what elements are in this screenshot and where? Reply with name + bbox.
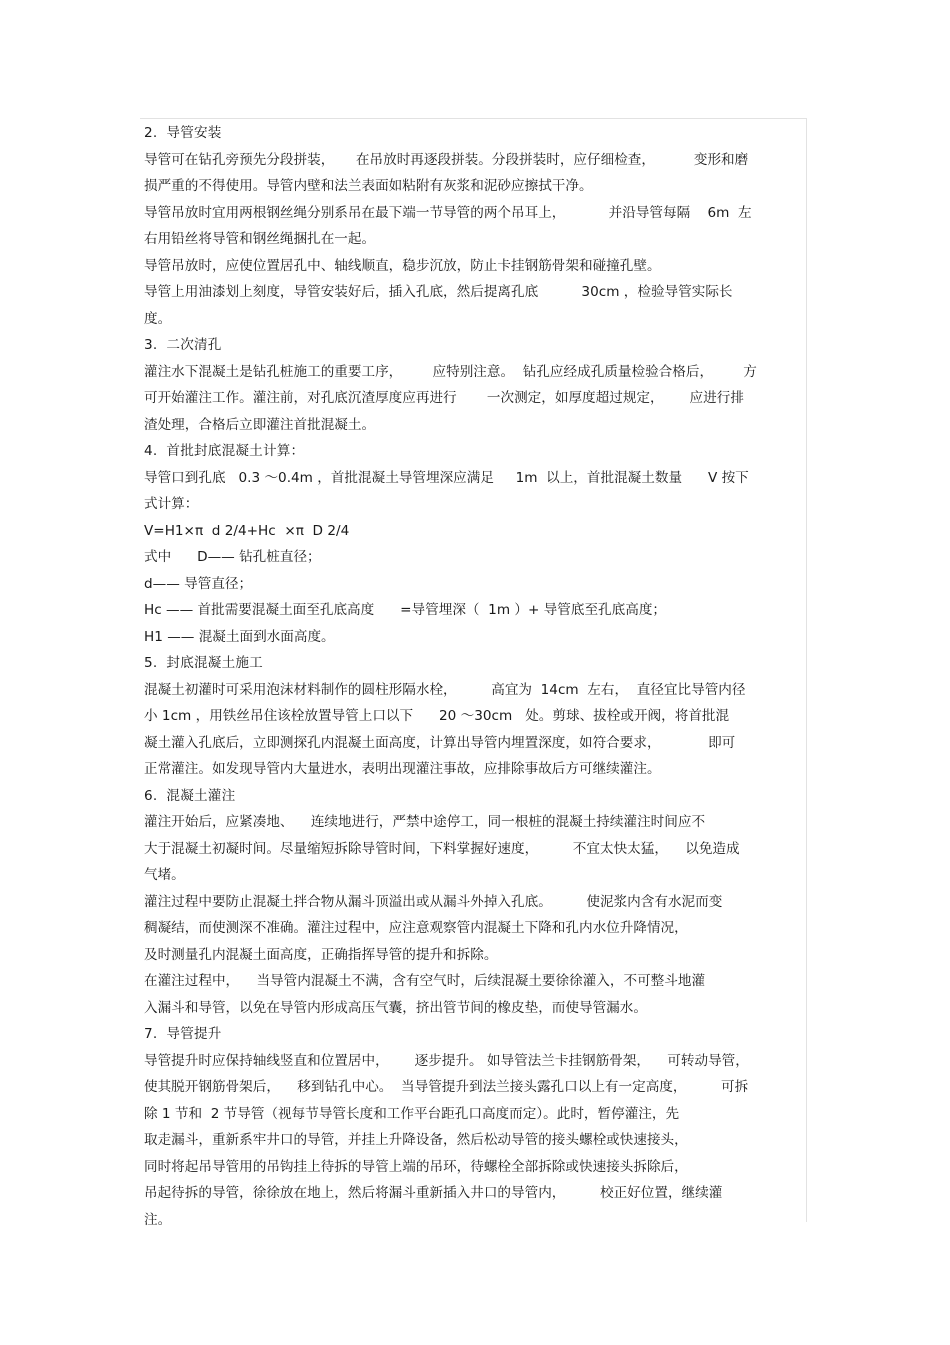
paragraph-line: 小 1cm ，用铁丝吊住该栓放置导管上口以下 20 ～30cm 处。剪球、拔栓或开阀，将首批混 <box>144 708 730 724</box>
section-heading: 6. 混凝土灌注 <box>144 787 236 804</box>
paragraph-line: 取走漏斗，重新系牢井口的导管，并挂上升降设备，然后松动导管的接头螺栓或快速接头， <box>144 1132 688 1148</box>
paragraph-line: 导管吊放时宜用两根钢丝绳分别系吊在最下端一节导管的两个吊耳上， 并沿导管每隔 6m 左 <box>144 204 752 221</box>
paragraph-line: 右用铅丝将导管和钢丝绳捆扎在一起。 <box>144 231 376 247</box>
paragraph-line: 式计算： <box>144 496 199 512</box>
paragraph-line: 导管提升时应保持轴线竖直和位置居中， 逐步提升。 如导管法兰卡挂钢筋骨架， 可转动导管， <box>144 1052 749 1069</box>
paragraph-line: 入漏斗和导管，以免在导管内形成高压气囊，挤出管节间的橡皮垫，而使导管漏水。 <box>144 999 647 1016</box>
paragraph-line: 度。 <box>144 310 172 327</box>
formula-line: V=H1×π d 2/4+Hc ×π D 2/4 <box>144 522 350 539</box>
paragraph-line: 导管口到孔底 0.3 ～0.4m ，首批混凝土导管埋深应满足 1m 以上，首批混凝土数量 V 按下 <box>144 469 749 486</box>
section-heading: 3. 二次清孔 <box>144 337 222 353</box>
paragraph-line: 在灌注过程中， 当导管内混凝土不满，含有空气时，后续混凝土要徐徐灌入，不可整斗地灌 <box>144 973 706 989</box>
paragraph-line: 灌注过程中要防止混凝土拌合物从漏斗顶溢出或从漏斗外掉入孔底。 使泥浆内含有水泥而变 <box>144 893 723 910</box>
paragraph-line: 凝土灌入孔底后，立即测探孔内混凝土面高度，计算出导管内埋置深度，如符合要求， 即可 <box>144 734 736 751</box>
paragraph-line: 渣处理，合格后立即灌注首批混凝土。 <box>144 416 376 433</box>
definition-line: d—— 导管直径； <box>144 575 253 592</box>
paragraph-line: 灌注水下混凝土是钻孔桩施工的重要工序， 应特别注意。 钻孔应经成孔质量检验合格后， 方 <box>144 363 757 380</box>
paragraph-line: 同时将起吊导管用的吊钩挂上待拆的导管上端的吊环，待螺栓全部拆除或快速接头拆除后， <box>144 1158 688 1175</box>
section-heading: 5. 封底混凝土施工 <box>144 655 263 671</box>
paragraph-line: 导管吊放时，应使位置居孔中、轴线顺直，稳步沉放，防止卡挂钢筋骨架和碰撞孔壁。 <box>144 257 661 274</box>
paragraph-line: 气堵。 <box>144 867 185 883</box>
paragraph-line: 大于混凝土初凝时间。尽量缩短拆除导管时间，下料掌握好速度， 不宜太快太猛， 以免造成 <box>144 840 740 857</box>
document-body <box>144 120 804 1233</box>
paragraph-line: 正常灌注。如发现导管内大量进水，表明出现灌注事故，应排除事故后方可继续灌注。 <box>144 761 661 777</box>
paragraph-line: 吊起待拆的导管，徐徐放在地上，然后将漏斗重新插入井口的导管内， 校正好位置，继续灌 <box>144 1185 723 1201</box>
section-heading: 2. 导管安装 <box>144 125 222 141</box>
definition-line: 式中 D—— 钻孔桩直径； <box>144 549 321 565</box>
paragraph-line: 除 1 节和 2 节导管（视每节导管长度和工作平台距孔口高度而定）。此时，暂停灌注，先 <box>144 1105 680 1122</box>
paragraph-line: 导管上用油漆划上刻度，导管安装好后，插入孔底，然后提离孔底 30cm ，检验导管实际长 <box>144 284 733 300</box>
definition-line: Hc —— 首批需要混凝土面至孔底高度 =导管埋深（ 1m ）+ 导管底至孔底高度； <box>144 602 667 618</box>
paragraph-line: 注。 <box>144 1211 172 1228</box>
paragraph-line: 使其脱开钢筋骨架后， 移到钻孔中心。 当导管提升到法兰接头露孔口以上有一定高度， 可拆 <box>144 1079 749 1095</box>
paragraph-line: 灌注开始后，应紧凑地、 连续地进行，严禁中途停工，同一根桩的混凝土持续灌注时间应不 <box>144 814 706 830</box>
paragraph-line: 稠凝结，而使测深不准确。灌注过程中，应注意观察管内混凝土下降和孔内水位升降情况， <box>144 920 688 936</box>
paragraph-line: 导管可在钻孔旁预先分段拼装， 在吊放时再逐段拼装。分段拼装时，应仔细检查， 变形和磨 <box>144 151 749 168</box>
paragraph-line: 混凝土初灌时可采用泡沫材料制作的圆柱形隔水栓， 高宜为 14cm 左右， 直径宜比导管内径 <box>144 681 746 698</box>
paragraph-line: 及时测量孔内混凝土面高度，正确指挥导管的提升和拆除。 <box>144 946 498 963</box>
section-heading: 7. 导管提升 <box>144 1026 222 1042</box>
section-heading: 4. 首批封底混凝土计算： <box>144 443 305 459</box>
paragraph-line: 损严重的不得使用。导管内壁和法兰表面如粘附有灰浆和泥砂应擦拭干净。 <box>144 178 593 194</box>
paragraph-line: 可开始灌注工作。灌注前，对孔底沉渣厚度应再进行 一次测定，如厚度超过规定， 应进行排 <box>144 390 744 406</box>
definition-line: H1 —— 混凝土面到水面高度。 <box>144 628 335 645</box>
